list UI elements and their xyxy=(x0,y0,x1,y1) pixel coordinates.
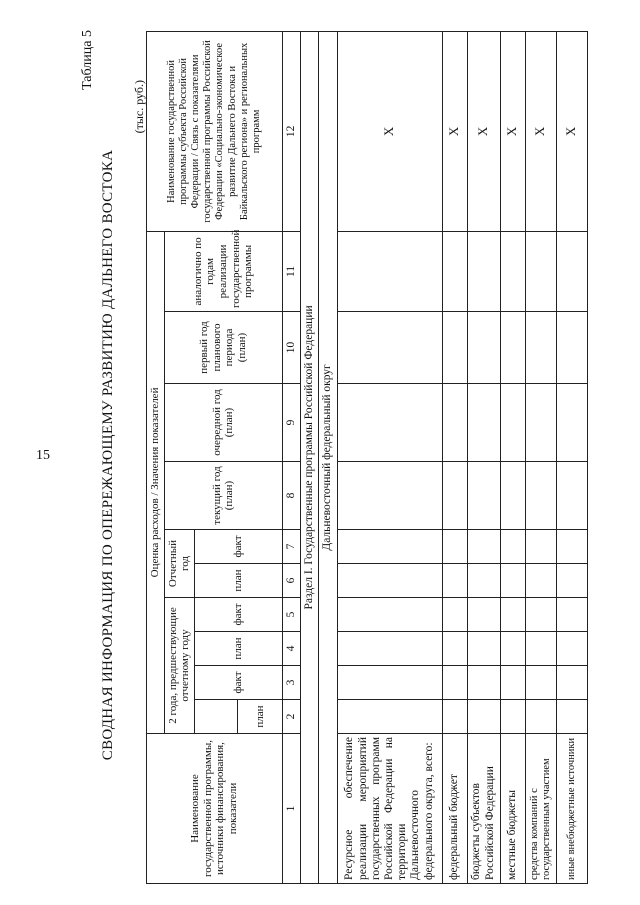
landscape-page xyxy=(80,20,610,890)
summary-table xyxy=(146,31,588,884)
row-label: иные внебюджетные источники xyxy=(556,734,587,884)
col-num: 1 xyxy=(282,734,300,884)
header-report-year: Отчетный год xyxy=(164,530,194,598)
header-current-year: текущий год (план) xyxy=(164,462,282,530)
col-num: 10 xyxy=(282,312,300,384)
row-mark: X xyxy=(442,31,467,231)
row-mark: X xyxy=(467,31,500,231)
col-num: 8 xyxy=(282,462,300,530)
header-next-year: очередной год (план) xyxy=(164,384,282,462)
table-row xyxy=(337,31,442,883)
row-label: местные бюджеты xyxy=(500,734,525,884)
col-num: 6 xyxy=(282,564,300,598)
header-subject-program: Наименование государственной программы субъекта Российской Федерации / Связь с показателями государственной программы Российской Федерации «Социально-экономическое развитие Дальнего Востока и Байкальского региона» и региональных программ xyxy=(147,31,283,231)
col-num: 3 xyxy=(282,666,300,700)
table-row xyxy=(556,31,587,883)
header-analog-years: аналогично по годам реализации государственной программы xyxy=(164,231,282,311)
table-row xyxy=(525,31,556,883)
row-label: средства компаний с государственным участием xyxy=(525,734,556,884)
col-num: 5 xyxy=(282,598,300,632)
units-label: (тыс. руб.) xyxy=(132,80,146,134)
header-program-name: Наименование государственной программы, источники финансирования, показатели xyxy=(147,734,283,884)
col-num: 4 xyxy=(282,632,300,666)
header-first-plan-year: первый год планового периода (план) xyxy=(164,312,282,384)
table-number: Таблица 5 xyxy=(80,30,95,90)
district-heading: Дальневосточный федеральный округ xyxy=(319,31,337,883)
document-title: СВОДНАЯ ИНФОРМАЦИЯ ПО ОПЕРЕЖАЮЩЕМУ РАЗВИТИЮ ДАЛЬНЕГО ВОСТОКА xyxy=(100,149,116,761)
table-row xyxy=(467,31,500,883)
header-fact: факт xyxy=(194,666,282,700)
row-mark: X xyxy=(556,31,587,231)
col-num: 12 xyxy=(282,31,300,231)
row-label: Ресурсное обеспечение реализации мероприятий государственных программ Российской Федерации на территории Дальневосточного федерального округа, всего: xyxy=(337,734,442,884)
table-row xyxy=(500,31,525,883)
header-two-years: 2 года, предшествующие отчетному году xyxy=(164,598,194,734)
row-label: федеральный бюджет xyxy=(442,734,467,884)
header-fact: факт xyxy=(194,598,282,632)
col-num: 9 xyxy=(282,384,300,462)
header-sub-blank xyxy=(194,700,237,734)
header-fact: факт xyxy=(194,530,282,564)
col-num: 7 xyxy=(282,530,300,564)
row-mark: X xyxy=(337,31,442,231)
row-label: бюджеты субъектов Российской Федерации xyxy=(467,734,500,884)
column-number-row xyxy=(282,31,300,883)
header-plan: план xyxy=(194,632,282,666)
page-number: 15 xyxy=(36,448,50,463)
col-num: 2 xyxy=(282,700,300,734)
table-row xyxy=(442,31,467,883)
header-estimate-group: Оценка расходов / Значения показателей xyxy=(147,231,165,733)
row-mark: X xyxy=(500,31,525,231)
section-heading: Раздел I. Государственные программы Российской Федерации xyxy=(301,31,319,883)
header-plan: план xyxy=(194,564,282,598)
col-num: 11 xyxy=(282,231,300,311)
header-plan: план xyxy=(237,700,282,734)
row-mark: X xyxy=(525,31,556,231)
